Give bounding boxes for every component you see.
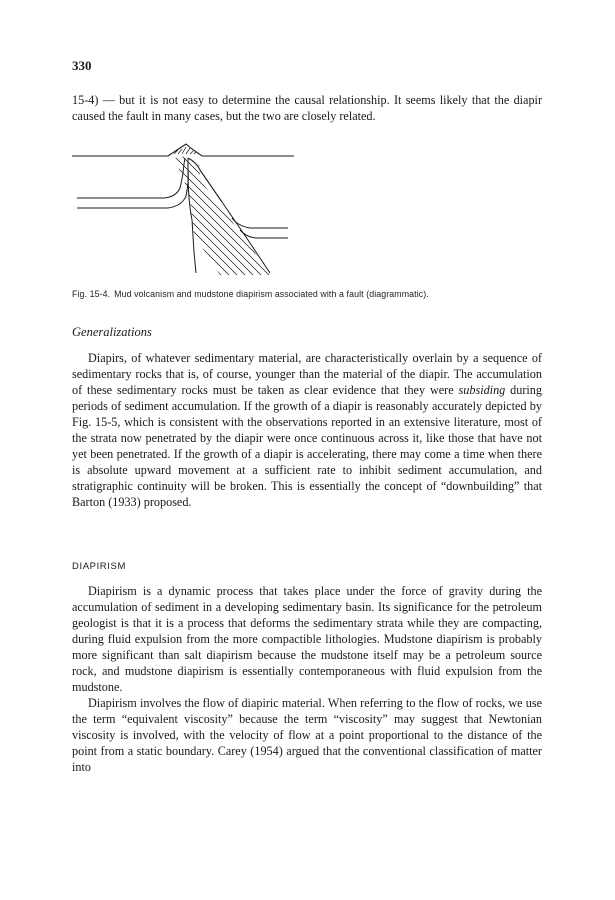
fault-diapir-diagram [72, 140, 542, 280]
diapirism-heading: DIAPIRISM [72, 561, 126, 572]
emphasis-subsiding: subsiding [458, 383, 506, 397]
figure-caption-text: Mud volcanism and mudstone diapirism associated with a fault (diagrammatic). [114, 289, 429, 299]
mud-volcano-cone [174, 147, 196, 154]
figure-15-4 [72, 140, 542, 280]
page-number: 330 [72, 58, 92, 73]
diapirism-paragraph-1: Diapirism is a dynamic process that takes place under the force of gravity during the accumulation of sediment in a developing sedimentary basin. Its significance for the petroleum geologist is that it is a process that deforms the sedimentary strata while they are compacting, during fluid expulsion from the more compactible lithologies. Mudstone diapirism is probably more significant than salt diapirism because the mudstone itself may be a petroleum source rock, and mudstone diapirism is essentially contemporaneous with fluid expulsion from the mudstone. [72, 584, 542, 694]
surface-line [72, 144, 294, 156]
generalizations-text-part-2: during periods of sediment accumulation. If the growth of a diapir is reasonably accurately depicted by Fig. 15-5, which is consistent with the observations reported in an extensive literature, most of the strata now penetrated by the diapir were once continuous across it, like those that have not yet been penetrated. If the growth of a diapir is accelerating, there may come a time when there is absolute upward movement at a sufficient rate to inhibit sediment accumulation, and stratigraphic continuity will be broken. This is essentially the concept of “downbuilding” that Barton (1933) proposed. [72, 383, 542, 509]
figure-caption [72, 289, 552, 299]
left-stratum-upper [77, 158, 185, 198]
left-stratum-lower [77, 158, 188, 208]
diapirism-paragraph-2: Diapirism involves the flow of diapiric material. When referring to the flow of rocks, we use the term “equivalent viscosity” because the term “viscosity” may suggest that Newtonian viscosity is involved, with the velocity of flow at a point proportional to the distance of the point from a static boundary. Carey (1954) argued that the conventional classification of matter into [72, 696, 542, 774]
right-stratum-upper [232, 218, 288, 228]
generalizations-text [72, 350, 542, 510]
fault-mudstone-hatching [172, 144, 292, 280]
diapirism-section-body [72, 583, 542, 775]
intro-paragraph [72, 92, 542, 124]
figure-label: Fig. 15-4. [72, 289, 111, 299]
generalizations-heading: Generalizations [72, 325, 152, 339]
generalizations-paragraph [72, 350, 542, 510]
fault-foot-wall-edge [188, 170, 196, 273]
intro-text: 15-4) — but it is not easy to determine the causal relationship. It seems likely that the diapir caused the fault in many cases, but the two are closely related. [72, 93, 542, 123]
right-stratum-lower [240, 230, 288, 238]
generalizations-text-part-1: Diapirs, of whatever sedimentary material, are characteristically overlain by a sequence of sedimentary rocks that is, of course, younger than the material of the diapir. The accumulation of these sedimentary rocks must be taken as clear evidence that they were [72, 351, 542, 397]
